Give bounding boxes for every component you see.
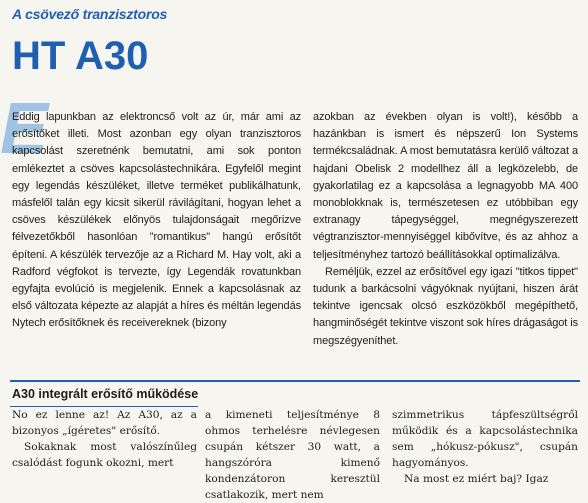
body-paragraph: szimmetrikus tápfeszültségről működik és a kapcsolástechnika sem „hókusz-pókusz", csupán hagyományos. <box>392 409 578 469</box>
body-paragraph: No ez lenne az! Az A30, az a bizonyos „ígéretes" erősítő. <box>12 409 197 437</box>
body-column-1 <box>12 407 197 471</box>
section-heading: A30 integrált erősítő működése <box>12 387 199 401</box>
article-kicker: A csövező tranzisztoros <box>12 6 168 22</box>
article-title: HT A30 <box>12 34 149 78</box>
intro-left-column <box>12 109 301 333</box>
body-column-3 <box>392 407 578 487</box>
body-column-2 <box>205 407 380 503</box>
intro-paragraph: Reméljük, ezzel az erősítővel egy igazi "titkos tippet" tudunk a barkácsolni vágyóknak nyújtani, hiszen árát tekintve igencsak olcsó eszközökből megépíthető, hangminőségét tekintve viszont sok híres drágaságot is megszégyeníthet. <box>313 265 578 347</box>
intro-right-column <box>313 109 578 350</box>
intro-paragraph: azokban az években olyan is volt!), később a hazánkban is ismert és népszerű Ion Systems termékcsaládnak. A most bemutatásra kerülő változat a hajdani Obelisk 2 modellhez áll a legközelebb, de gyakorlatilag ez a kapcsolása a legnagyobb MA 400 monoblokknak is, természetesen ez utóbbiban egy extranagy tápegységgel, megnégyszerezett végtranzisztor-mennyiséggel kibővítve, és az ahhoz a teljesítményhez tartozó beállításokkal optimalizálva. <box>313 111 578 261</box>
body-paragraph: Sokaknak most valószínűleg csalódást fogunk okozni, mert <box>12 441 197 469</box>
intro-paragraph: Eddig lapunkban az elektroncső volt az úr, már ami az erősítőket illeti. Most azonban egy olyan tranzisztoros kapcsolást szeretnénk bemutatni, ami sok ponton emlékeztet a csöves kapcsolástechnikára. Egyfelől megint egy legendás készüléket, illetve terméket publikálhatunk, másfelől talán egy kicsit sikerül rávilágítani, hogyan lehet a csöves készülékek előnyös tulajdonságait megőrizve félvezetőkből hasonlóan "romantikus" hangú erősítőt építeni. A készülék tervezője az a Richard M. Hay volt, aki a Radford végfokot is tervezte, így Legendák rovatunkban egyfajta evolúció is megjelenik. Ennek a kapcsolásnak az első változata képezte az alapját a híres és méltán legendás Nytech erősítőknek és receivereknek (bizony <box>12 111 301 330</box>
body-paragraph: Na most ez miért baj? Igaz <box>404 473 549 485</box>
section-divider <box>10 380 580 382</box>
drop-cap: E <box>0 89 49 169</box>
body-paragraph: a kimeneti teljesítménye 8 ohmos terhelésre névlegesen csupán kétszer 30 watt, a hangszóróra kimenő kondenzátoron keresztül csatlakozik, mert nem <box>205 409 380 501</box>
bleed-through-text <box>323 6 578 58</box>
